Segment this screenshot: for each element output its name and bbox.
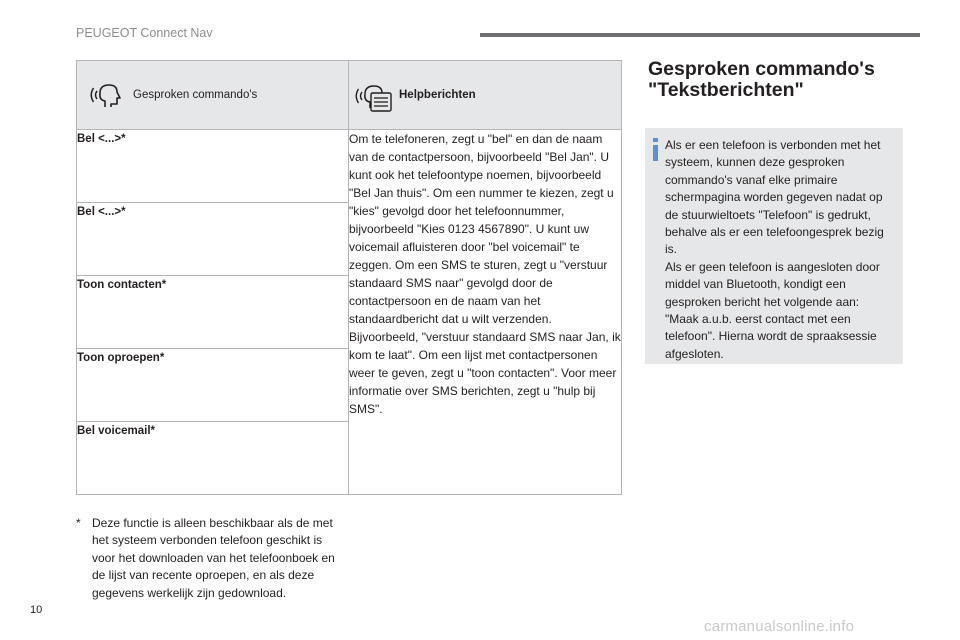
col-header-voice-commands (77, 61, 349, 130)
help-message-icon (355, 78, 393, 112)
voice-command-icon (89, 80, 123, 110)
command-cell: Bel voicemail* (77, 422, 349, 495)
header-rule (480, 33, 920, 37)
footnote (76, 515, 338, 602)
col-header-help-messages-label: Helpberichten (399, 89, 476, 101)
section-title: Gesproken commando's "Tekstberichten" (648, 58, 875, 101)
help-text-cell: Om te telefoneren, zegt u "bel" en dan de naam van de contactpersoon, bijvoorbeeld "Bel Jan". U kunt ook het telefoontype noemen, bijvoorbeeld "Bel Jan thuis". Om een nummer te kiezen, zegt u "kies" gevolgd door het telefoonnummer, bijvoorbeeld "Kies 0123 4567890". U kunt uw voicemail afluisteren door "bel voicemail" te zeggen. Om een SMS te sturen, zegt u "verstuur standaard SMS naar" gevolgd door de contactpersoon en de naam van het standaardbericht dat u wilt verzenden. Bijvoorbeeld, "verstuur standaard SMS naar Jan, ik kom te laat". Om een lijst met contactpersonen weer te geven, zegt u "toon contacten". Voor meer informatie over SMS berichten, zegt u "hulp bij SMS". (349, 130, 622, 495)
command-cell: Bel <...>* (77, 203, 349, 276)
footnote-mark: * (76, 516, 81, 530)
info-icon-dot (653, 138, 658, 142)
info-box (645, 128, 903, 364)
command-cell: Toon contacten* (77, 276, 349, 349)
voice-commands-table (76, 60, 622, 495)
page-number: 10 (30, 604, 43, 616)
running-header: PEUGEOT Connect Nav (76, 26, 213, 40)
table-header-row (77, 61, 622, 130)
col-header-help-messages (349, 61, 622, 130)
info-paragraph: Als er een telefoon is verbonden met het systeem, kunnen deze gesproken commando's vanaf elke primaire schermpagina worden gegeven nadat op de stuurwieltoets "Telefoon" is gedrukt, behalve als er een telefoongesprek bezig is. (665, 138, 884, 257)
info-icon (653, 145, 658, 161)
table-row (77, 130, 622, 203)
watermark: carmanualsonline.info (704, 618, 855, 635)
footnote-text: Deze functie is alleen beschikbaar als de met het systeem verbonden telefoon geschikt is voor het downloaden van het telefoonboek en de lijst van recente oproepen, en als deze gegevens werkelijk zijn gedownload. (92, 516, 335, 600)
command-cell: Bel <...>* (77, 130, 349, 203)
info-paragraph: Als er geen telefoon is aangesloten door middel van Bluetooth, kondigt een gesproken bericht het volgende aan: "Maak a.u.b. eerst contact met een telefoon". Hierna wordt de spraaksessie afgesloten. (665, 259, 880, 361)
command-cell: Toon oproepen* (77, 349, 349, 422)
col-header-voice-commands-label: Gesproken commando's (133, 89, 258, 101)
